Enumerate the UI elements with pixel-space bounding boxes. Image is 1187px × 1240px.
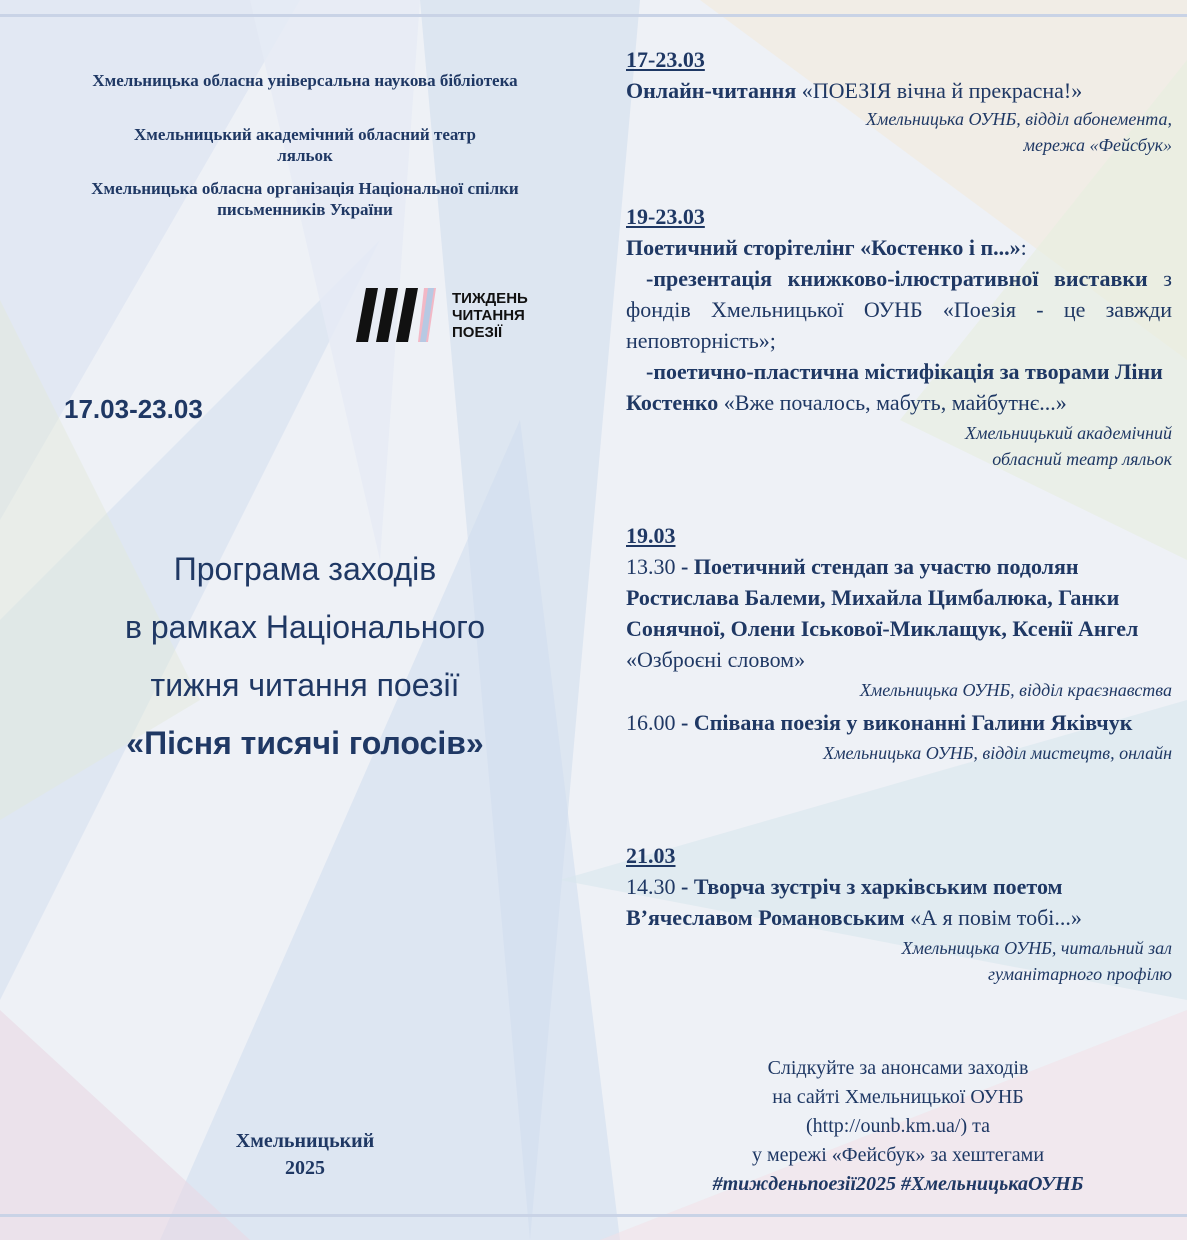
event-organizer-2: гуманітарного профілю <box>988 964 1172 984</box>
follow-line-2: на сайті Хмельницької ОУНБ <box>772 1086 1024 1108</box>
event-name: Творча зустріч з харківським поетом В’ячеславом Романовським <box>626 874 1063 930</box>
poetry-week-logo <box>356 286 546 344</box>
event-date: 21.03 <box>626 843 676 868</box>
event-time: 13.30 <box>626 554 676 579</box>
follow-line-1: Слідкуйте за анонсами заходів <box>767 1057 1029 1079</box>
event-organizer-2: Хмельницька ОУНБ, відділ мистецтв, онлайн <box>823 743 1172 763</box>
event-dash: - <box>675 554 694 579</box>
logo-wordmark <box>452 290 528 341</box>
program-heading <box>40 540 570 772</box>
follow-line-4: у мережі «Фейсбук» за хештегами <box>751 1144 1045 1166</box>
event-creative-meeting <box>626 840 1172 987</box>
event-date: 19.03 <box>626 523 676 548</box>
program-line-2: в рамках Національного <box>124 609 486 645</box>
event-name: Поетичний сторітелінг «Костенко і п...» <box>626 235 1021 260</box>
event-subitem-exhibition <box>626 263 1172 356</box>
event-description <box>626 871 1172 933</box>
subitem-text: з фондів Хмельницької ОУНБ «Поезія - це завжди неповторність»; <box>626 266 1172 353</box>
event-subitem-mystification <box>626 356 1172 418</box>
event-dash: - <box>675 710 694 735</box>
event-colon: : <box>1020 235 1027 260</box>
event-description <box>626 232 1172 263</box>
organizer-theatre: Хмельницький академічний обласний театр ляльок <box>134 125 476 165</box>
event-date: 19-23.03 <box>626 204 705 229</box>
event-organizer-2: обласний театр ляльок <box>992 449 1172 469</box>
subitem-title: -поетично-пластична містифікація за творами Ліни Костенко <box>626 359 1163 415</box>
event-organizer-1: Хмельницька ОУНБ, читальний зал <box>901 938 1172 958</box>
event-name: Онлайн-читання <box>626 78 797 103</box>
event-description-1 <box>626 551 1172 675</box>
subitem-text: «Вже почалось, мабуть, майбутнє...» <box>718 390 1067 415</box>
event-time: 16.00 <box>626 710 676 735</box>
footer-year: 2025 <box>285 1157 325 1179</box>
follow-line-3: (http://ounb.km.ua/) та <box>806 1115 990 1137</box>
event-period: 17.03-23.03 <box>64 394 203 424</box>
follow-announcements <box>650 1054 1146 1199</box>
event-organizer-1: Хмельницький академічний <box>965 423 1172 443</box>
event-text: «Озброєні словом» <box>626 647 806 672</box>
subitem-title: -презентація книжково-ілюстративної виставки <box>646 266 1148 291</box>
event-description-2 <box>626 707 1172 738</box>
program-title: «Пісня тисячі голосів» <box>126 725 484 761</box>
program-line-3: тижня читання поезії <box>150 667 460 703</box>
organizer-writers-union: Хмельницька обласна організація Національної спілки письменників України <box>91 179 519 219</box>
footer-city: Хмельницький <box>235 1130 375 1152</box>
event-poetry-standup <box>626 520 1172 766</box>
event-name: Співана поезія у виконанні Галини Яківчук <box>693 710 1133 735</box>
event-organizer-2: мережа «Фейсбук» <box>1023 135 1172 155</box>
event-date: 17-23.03 <box>626 47 705 72</box>
organizer-library: Хмельницька обласна універсальна наукова бібліотека <box>92 71 518 90</box>
event-dash: - <box>675 874 694 899</box>
event-description <box>626 75 1172 106</box>
logo-line-3: ПОЕЗІЇ <box>452 324 503 341</box>
event-organizer-1: Хмельницька ОУНБ, відділ абонемента, <box>865 109 1172 129</box>
event-text: «ПОЕЗІЯ вічна й прекрасна!» <box>796 78 1083 103</box>
program-line-1: Програма заходів <box>173 551 437 587</box>
event-online-reading <box>626 44 1172 158</box>
logo-line-2: ЧИТАННЯ <box>452 307 525 324</box>
event-organizer-1: Хмельницька ОУНБ, відділ краєзнавства <box>859 680 1172 700</box>
event-name: Поетичний стендап за участю подолян Ростислава Балеми, Михайла Цимбалюка, Ганки Сонячної, Олени Іськової-Миклащук, Ксенії Ангел <box>626 554 1139 641</box>
event-time: 14.30 <box>626 874 676 899</box>
logo-bars-icon <box>356 288 436 342</box>
event-text: «А я повім тобі...» <box>904 905 1082 930</box>
hashtags: #тижденьпоезії2025 #ХмельницькаОУНБ <box>712 1173 1084 1195</box>
event-storytelling <box>626 201 1172 472</box>
footer-place <box>200 1128 410 1182</box>
logo-line-1: ТИЖДЕНЬ <box>452 290 528 307</box>
